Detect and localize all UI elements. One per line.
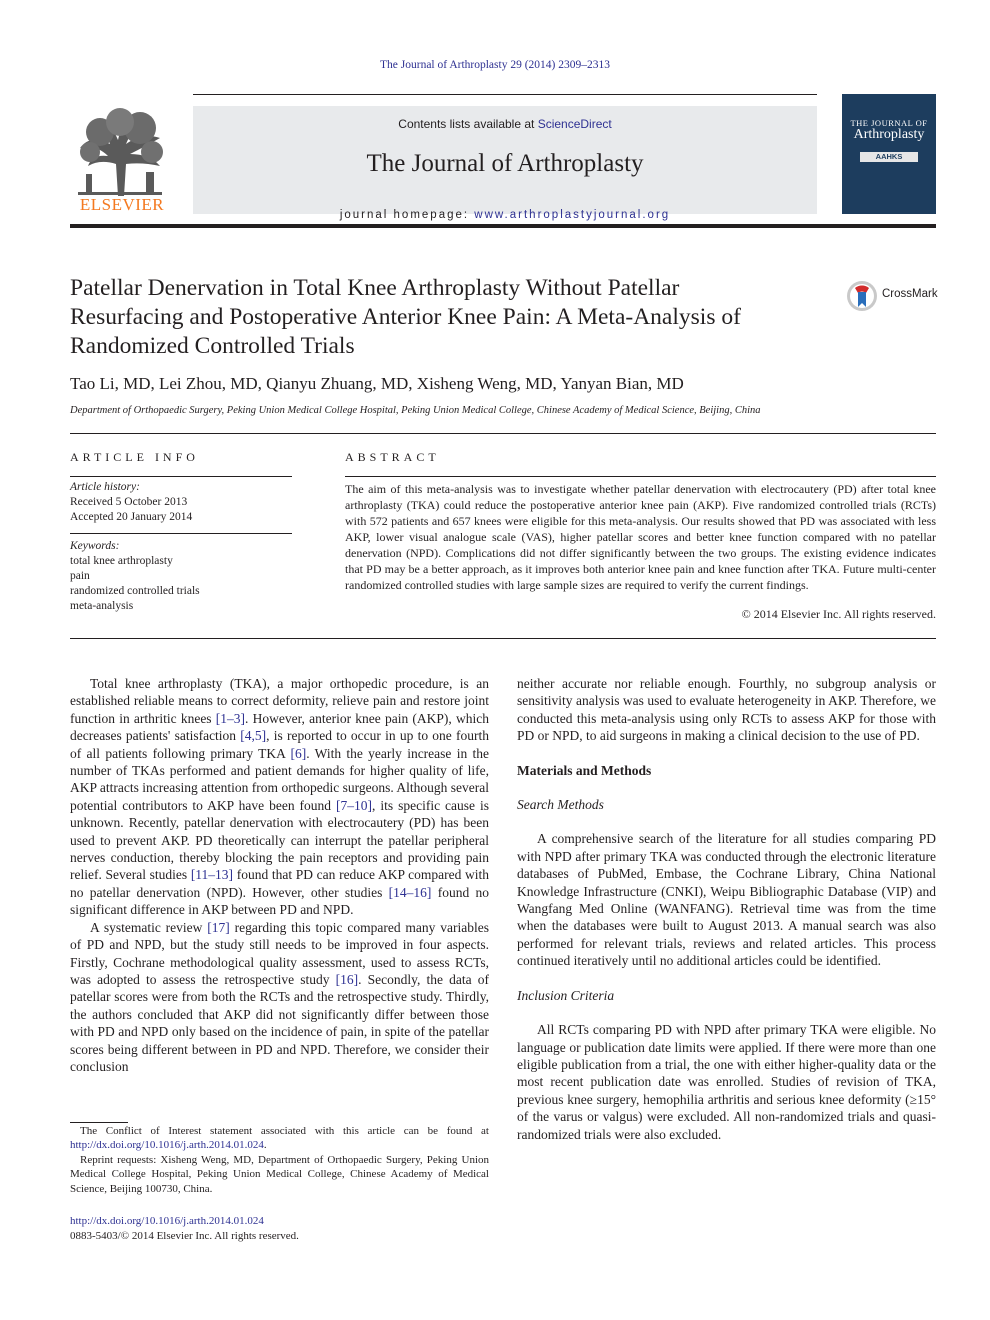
- abstract-text: The aim of this meta-analysis was to investigate whether patellar denervation with electrocautery (PD) after total knee arthroplasty (TKA) could reduce the postoperative anterior knee pain (AKP). Five randomized controlled trials (RCTs) with 572 patients and 657 knees were eligible for this meta-analysis. Our results showed that PD was associated with less AKP, lower visual analogue scale (VAS), higher patellar scores and better knee function compared with no patellar denervation (NPD). Complications did not differ significantly between the two groups. The existing evidence indicates that PD may be a better approach, as it improves both anterior knee pain and knee function after TKA. Future multi-center randomized controlled studies with large sample sizes are required to verify the current findings.: [345, 482, 936, 592]
- keyword-item: pain: [70, 570, 90, 582]
- article-info-heading: ARTICLE INFO: [70, 450, 199, 464]
- keywords-block: Keywords: total knee arthroplasty pain randomized controlled trials meta-analysis: [70, 540, 200, 612]
- intro-paragraph: Total knee arthroplasty (TKA), a major orthopedic procedure, is an established reliable means to correct deformity, relieve pain and restore joint function in arthritic knees [1–3]. However, anterior knee pain (AKP), which decreases patients' satisfaction [4,5], is reported to occur in up to one fourth of all patients following primary TKA [6]. With the yearly increase in the number of TKAs performed and patient demands for higher quality of life, AKP attracts increasing attention from orthopedic surgeons. Although several potential contributors to AKP have been found [7–10], its specific cause is unknown. Recently, patellar denervation with electrocautery (PD) has been used to prevent AKP. PD theoretically can interrupt the patellar peripheral nerves conduction, thereby blocking the pain receptors and providing pain relief. Several studies [11–13] found that PD can reduce AKP compared with no patellar denervation (NPD). However, other studies [14–16] found no significant difference in AKP between PD and NPD.: [70, 676, 490, 918]
- reference-link[interactable]: [16]: [335, 971, 359, 987]
- keyword-item: meta-analysis: [70, 600, 134, 612]
- keyword-item: total knee arthroplasty: [70, 555, 173, 567]
- contents-line: Contents lists available at ScienceDirect: [398, 117, 612, 131]
- doi-link[interactable]: http://dx.doi.org/10.1016/j.arth.2014.01.024: [70, 1215, 264, 1227]
- reference-link[interactable]: [17]: [207, 919, 230, 935]
- keywords-rule: [70, 533, 292, 534]
- cover-title: Arthroplasty: [853, 127, 925, 142]
- author-affiliation: Department of Orthopaedic Surgery, Peking Union Medical College Hospital, Peking Union Medical College, Chinese Academy of Medical Science, Beijing, China: [70, 405, 761, 416]
- coi-doi-link[interactable]: http://dx.doi.org/10.1016/j.arth.2014.01.024: [70, 1139, 264, 1152]
- body-column-right: [517, 675, 936, 1143]
- methods-heading: Materials and Methods: [517, 762, 652, 778]
- banner-rule: [193, 94, 817, 95]
- cover-subtitle: THE JOURNAL OF: [850, 118, 928, 128]
- article-identifiers: [70, 1214, 299, 1244]
- conflict-of-interest-footnote: The Conflict of Interest statement associated with this article can be found at http://dx.doi.org/10.1016/j.arth.2014.01.024.: [70, 1125, 489, 1152]
- crossmark-badge[interactable]: CrossMark: [846, 279, 946, 313]
- reference-link[interactable]: [4,5]: [240, 728, 267, 744]
- journal-header: [70, 94, 936, 221]
- article-history: Article history: Received 5 October 2013 Accepted 20 January 2014: [70, 481, 193, 523]
- elsevier-wordmark: ELSEVIER: [79, 195, 165, 214]
- affiliation-divider: [70, 433, 936, 434]
- reference-link[interactable]: [1–3]: [215, 710, 246, 726]
- footnotes: [70, 1124, 489, 1196]
- journal-homepage-link[interactable]: www.arthroplastyjournal.org: [474, 209, 671, 221]
- journal-citation[interactable]: The Journal of Arthroplasty 29 (2014) 2309–2313: [380, 59, 610, 71]
- inclusion-criteria-paragraph: All RCTs comparing PD with NPD after primary TKA were eligible. No language or publication date limits were applied. If there were more than one eligible publication from a trial, the one with either higher-quality data or the most recent publication date was enrolled. Studies of revision of TKA, previous knee surgery, hemophilia arthritis and serious knee deformity (≥15° of the varus or valgus) were excluded. All non-randomized trials and quasi-randomized trials were also excluded.: [517, 1022, 936, 1142]
- search-methods-paragraph: A comprehensive search of the literature for all studies comparing PD with NPD after primary TKA was conducted through the electronic literature databases of PubMed, Embase, the Cochrane Library, China National Knowledge Infrastructure (CNKI), Weipu Bibliographic Database (VIP) and Wangfang Med Online (WANFANG). Retrieval time was from the time when the databases were built to August 2013. A manual search was also performed for relevant trials, reviews and related articles. This process continued iteratively until no additional articles could be identified.: [517, 831, 936, 969]
- footnote-rule: [70, 1122, 128, 1123]
- homepage-line: journal homepage: www.arthroplastyjournal.org: [339, 209, 671, 221]
- cover-badge: AAHKS: [860, 152, 918, 162]
- search-methods-heading: Search Methods: [517, 797, 604, 813]
- reference-link[interactable]: [7–10]: [336, 797, 373, 813]
- abstract-copyright: © 2014 Elsevier Inc. All rights reserved.: [741, 607, 936, 621]
- review-paragraph: A systematic review [17] regarding this topic compared many variables of PD and NPD, but the study still needs to be improved in four aspects. Firstly, Cochrane methodological quality assessment, used to assess RCTs, was adopted to assess the retrospective study [16]. Secondly, the data of patellar scores were from both the RCTs and the retrospective study. Thirdly, the authors concluded that AKP did not significantly differ between those with PD and NPD only based on the incidence of pain, in spite of the patellar scores being different between in PD and NPD. Therefore, we consider their conclusion: [70, 919, 489, 1074]
- reprint-requests-footnote: Reprint requests: Xisheng Weng, MD, Department of Orthopaedic Surgery, Peking Union Medical College Hospital, Peking Union Medical College, Chinese Academy of Medical Science, Beijing 100730, China.: [70, 1153, 489, 1195]
- header-divider: [70, 224, 936, 228]
- body-column-left: [70, 675, 489, 1075]
- intro-paragraph-continued: neither accurate nor reliable enough. Fourthly, no subgroup analysis or sensitivity analysis was used to evaluate heterogeneity in AKP. Therefore, we conducted this meta-analysis using only RCTs to assess AKP for those with PD or NPD, to aid surgeons in making a clinical decision to the use of PD.: [517, 676, 936, 744]
- author-list: Tao Li, MD, Lei Zhou, MD, Qianyu Zhuang, MD, Xisheng Weng, MD, Yanyan Bian, MD: [70, 374, 684, 393]
- journal-cover-thumbnail[interactable]: [842, 94, 936, 214]
- article-info-rule: [70, 476, 292, 477]
- issn-line: 0883-5403/© 2014 Elsevier Inc. All rights reserved.: [70, 1230, 299, 1242]
- abstract-heading: ABSTRACT: [345, 450, 440, 464]
- reference-link[interactable]: [11–13]: [190, 867, 234, 883]
- abstract-divider: [70, 638, 936, 639]
- abstract-rule: [345, 476, 936, 477]
- sciencedirect-link[interactable]: ScienceDirect: [537, 117, 612, 131]
- article-title: Patellar Denervation in Total Knee Arthroplasty Without Patellar Resurfacing and Postoperative Anterior Knee Pain: A Meta-Analysis of Randomized Controlled Trials: [70, 275, 741, 359]
- journal-title: The Journal of Arthroplasty: [366, 150, 644, 177]
- inclusion-criteria-heading: Inclusion Criteria: [517, 987, 615, 1003]
- journal-banner: [193, 106, 817, 221]
- keyword-item: randomized controlled trials: [70, 585, 200, 597]
- reference-link[interactable]: [14–16]: [388, 884, 432, 900]
- reference-link[interactable]: [6]: [290, 745, 307, 761]
- crossmark-icon: [846, 279, 878, 313]
